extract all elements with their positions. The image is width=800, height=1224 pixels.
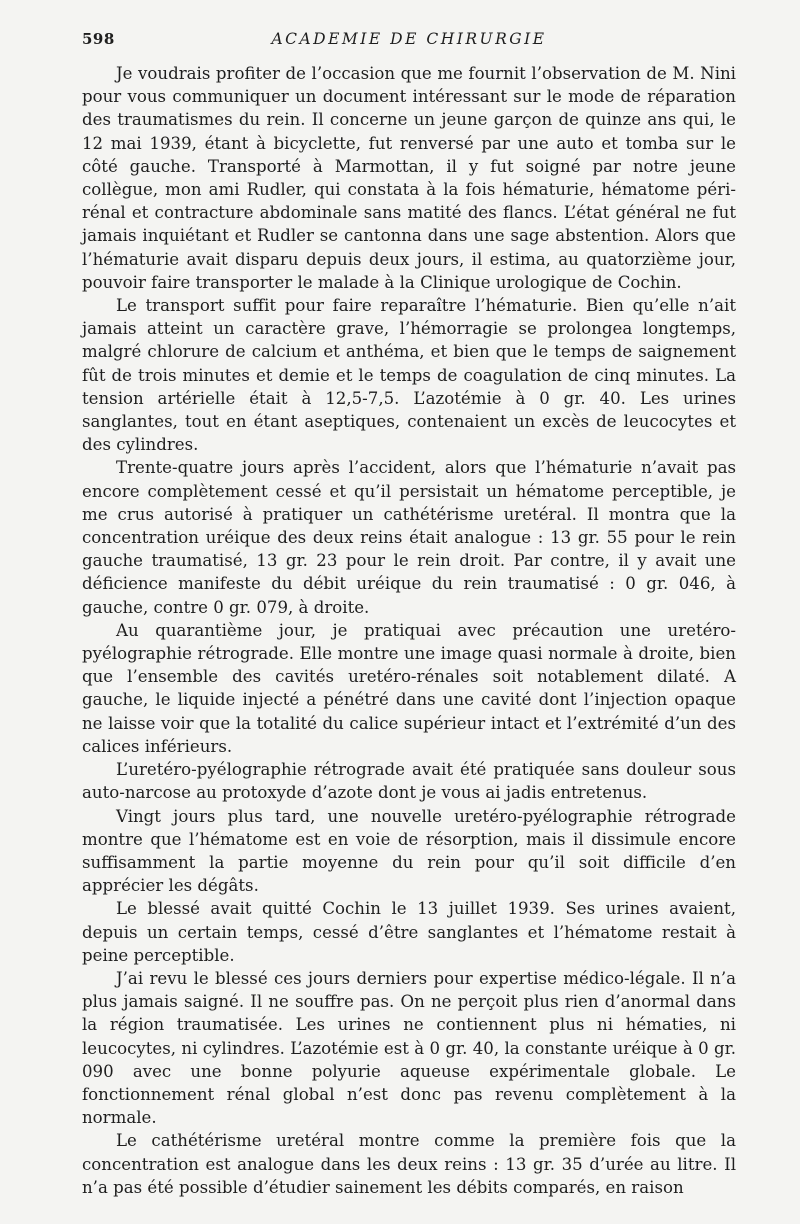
paragraph: J’ai revu le blessé ces jours derniers pour expertise médico-légale. Il n’a plus jamais saigné. Il ne souffre pas. On ne perçoit plus rien d’anormal dans la région traumatisée. Les urines ne contiennent plus ni hématies, ni leucocytes, ni cylindres. L’azotémie est à 0 gr. 40, la constante uréique à 0 gr. 090 avec une bonne polyurie aqueuse expérimentale globale. Le fonctionnement rénal global n’est donc pas revenu complètement à la normale.	[82, 968, 736, 1128]
running-title: ACADEMIE DE CHIRURGIE	[271, 30, 547, 48]
paragraph: Le transport suffit pour faire reparaître l’hématurie. Bien qu’elle n’ait jamais atteint un caractère grave, l’hémorragie se prolongea longtemps, malgré chlorure de calcium et anthéma, et bien que le temps de saignement fût de trois minutes et demie et le temps de coagulation de cinq minutes. La tension artérielle était à 12,5-7,5. L’azotémie à 0 gr. 40. Les urines sanglantes, tout en étant aseptiques, contenaient un excès de leucocytes et des cylindres.	[82, 296, 736, 455]
paragraph: Trente-quatre jours après l’accident, alors que l’hématurie n’avait pas encore complètement cessé et qu’il persistait un hématome perceptible, je me crus autorisé à pratiquer un cathétérisme uretéral. Il montra que la concentration uréique des deux reins était analogue : 13 gr. 55 pour le rein gauche traumatisé, 13 gr. 23 pour le rein droit. Par contre, il y avait une déficience manifeste du débit uréique du rein traumatisé : 0 gr. 046, à gauche, contre 0 gr. 079, à droite.	[82, 458, 736, 617]
paragraph: Le blessé avait quitté Cochin le 13 juillet 1939. Ses urines avaient, depuis un certain temps, cessé d’être sanglantes et l’hématome restait à peine perceptible.	[82, 899, 736, 965]
paragraph: Le cathétérisme uretéral montre comme la première fois que la concentration est analogue dans les deux reins : 13 gr. 35 d’urée au litre. Il n’a pas été possible d’étudier sainement les débits comparés, en raison	[82, 1131, 736, 1197]
paragraph: Vingt jours plus tard, une nouvelle uretéro-pyélographie rétrograde montre que l’hématome est en voie de résorption, mais il dissimule encore suffisamment la partie moyenne du rein pour qu’il soit difficile d’en apprécier les dégâts.	[82, 806, 736, 896]
body-text	[82, 62, 736, 1199]
page-header	[82, 30, 736, 60]
paragraph: L’uretéro-pyélographie rétrograde avait été pratiquée sans douleur sous auto-narcose au protoxyde d’azote dont je vous ai jadis entretenus.	[82, 760, 736, 803]
paragraph: Je voudrais profiter de l’occasion que me fournit l’observation de M. Nini pour vous communiquer un document intéressant sur le mode de réparation des traumatismes du rein. Il concerne un jeune garçon de quinze ans qui, le 12 mai 1939, étant à bicyclette, fut renversé par une auto et tomba sur le côté gauche. Transporté à Marmottan, il y fut soigné par notre jeune collègue, mon ami Rudler, qui constata à la fois hématurie, hématome péri-rénal et contracture abdominale sans matité des flancs. L’état général ne fut jamais inquiétant et Rudler se cantonna dans une sage abstention. Alors que l’hématurie avait disparu depuis deux jours, il estima, au quatorzième jour, pouvoir faire transporter le malade à la Clinique urologique de Cochin.	[82, 64, 736, 292]
page-number: 598	[82, 30, 115, 48]
paragraph: Au quarantième jour, je pratiquai avec précaution une uretéro-pyélographie rétrograde. Elle montre une image quasi normale à droite, bien que l’ensemble des cavités uretéro-rénales soit notablement dilaté. A gauche, le liquide injecté a pénétré dans une cavité dont l’injection opaque ne laisse voir que la totalité du calice supérieur intact et l’extrémité d’un des calices inférieurs.	[82, 620, 736, 756]
